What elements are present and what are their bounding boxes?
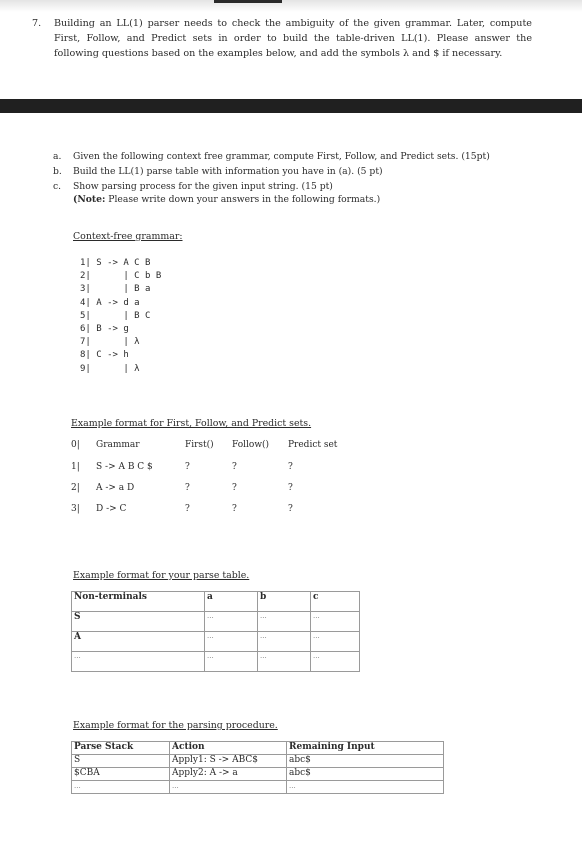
ff-header-num: 0|: [71, 440, 80, 450]
question-number: 7.: [32, 18, 42, 29]
table-cell: abc$: [287, 768, 444, 781]
top-tab-marker: [214, 0, 282, 3]
table-header-cell: b: [258, 592, 311, 612]
ff-header-first: First(): [185, 440, 214, 450]
table-cell: ...: [72, 652, 205, 672]
table-cell: ...: [205, 632, 258, 652]
ff-header-grammar: Grammar: [96, 440, 140, 450]
task-label: b.: [53, 166, 62, 177]
first-follow-title: Example format for First, Follow, and Predict sets.: [71, 418, 312, 429]
table-row: [72, 592, 360, 612]
ff-header-follow: Follow(): [232, 440, 270, 450]
table-header-cell: a: [205, 592, 258, 612]
table-header-cell: Non-terminals: [72, 592, 205, 612]
ff-row-follow: ?: [232, 504, 237, 514]
table-header-cell: Parse Stack: [72, 742, 170, 755]
table-cell: S: [72, 612, 205, 632]
ff-row-predict: ?: [288, 483, 293, 493]
ff-row-num: 2|: [71, 483, 80, 493]
top-shade: [0, 0, 582, 12]
grammar-line: 5| | B C: [80, 310, 151, 321]
table-row: [72, 612, 360, 632]
parsing-procedure-table: [71, 741, 444, 794]
ff-row-grammar: A -> a D: [96, 483, 135, 493]
table-header-cell: c: [311, 592, 360, 612]
page-divider-bar: [0, 99, 582, 113]
ff-row-num: 3|: [71, 504, 80, 514]
table-cell: ...: [311, 632, 360, 652]
ff-row-first: ?: [185, 504, 190, 514]
table-row: [72, 632, 360, 652]
grammar-line: 2| | C b B: [80, 271, 162, 282]
table-header-cell: Action: [170, 742, 287, 755]
task-label: c.: [53, 181, 62, 192]
ff-row-predict: ?: [288, 504, 293, 514]
table-cell: ...: [258, 632, 311, 652]
grammar-lines: [80, 257, 161, 376]
table-cell: Apply1: S -> ABC$: [170, 755, 287, 768]
ff-row-grammar: S -> A B C $: [96, 462, 153, 472]
note: [73, 194, 380, 205]
table-row: [72, 768, 444, 781]
task-text: Show parsing process for the given input string. (15 pt): [73, 181, 333, 192]
question-text: Building an LL(1) parser needs to check the ambiguity of the given grammar. Later, compute First, Follow, and Predict sets in order to build the table-driven LL(1). Please answer the following questions based on the examples below, and add the symbols λ and $ if necessary.: [54, 18, 532, 59]
ff-row-follow: ?: [232, 483, 237, 493]
ff-row-predict: ?: [288, 462, 293, 472]
table-row: [72, 755, 444, 768]
ff-header-predict: Predict set: [288, 440, 338, 450]
grammar-line: 7| | λ: [80, 337, 140, 348]
grammar-line: 3| | B a: [80, 284, 151, 295]
grammar-line: 9| | λ: [80, 363, 140, 374]
table-cell: ...: [205, 612, 258, 632]
table-cell: ...: [205, 652, 258, 672]
table-cell: S: [72, 755, 170, 768]
parse-table: [71, 591, 360, 672]
table-row: [72, 652, 360, 672]
table-cell: A: [72, 632, 205, 652]
ff-row-first: ?: [185, 483, 190, 493]
parsing-procedure-title: Example format for the parsing procedure.: [73, 720, 278, 731]
table-cell: ...: [72, 781, 170, 794]
ff-row-grammar: D -> C: [96, 504, 127, 514]
table-row: [72, 781, 444, 794]
grammar-line: 4| A -> d a: [80, 297, 140, 308]
table-row: [72, 742, 444, 755]
table-cell: $CBA: [72, 768, 170, 781]
table-cell: ...: [258, 612, 311, 632]
ff-row-first: ?: [185, 462, 190, 472]
table-cell: ...: [170, 781, 287, 794]
table-cell: Apply2: A -> a: [170, 768, 287, 781]
task-label: a.: [53, 151, 62, 162]
note-text: Please write down your answers in the following formats.): [105, 194, 381, 205]
grammar-line: 8| C -> h: [80, 350, 129, 361]
task-text: Given the following context free grammar, compute First, Follow, and Predict sets. (15pt): [73, 151, 490, 162]
ff-row-follow: ?: [232, 462, 237, 472]
note-bold: (Note:: [73, 194, 106, 205]
grammar-title: Context-free grammar:: [73, 231, 183, 242]
table-cell: ...: [258, 652, 311, 672]
table-cell: ...: [287, 781, 444, 794]
table-header-cell: Remaining Input: [287, 742, 444, 755]
grammar-line: 1| S -> A C B: [80, 258, 151, 268]
table-cell: ...: [311, 612, 360, 632]
task-text: Build the LL(1) parse table with information you have in (a). (5 pt): [73, 166, 383, 177]
grammar-line: 6| B -> g: [80, 324, 129, 335]
table-cell: ...: [311, 652, 360, 672]
ff-row-num: 1|: [71, 462, 80, 472]
table-cell: abc$: [287, 755, 444, 768]
parse-table-title: Example format for your parse table.: [73, 570, 250, 581]
